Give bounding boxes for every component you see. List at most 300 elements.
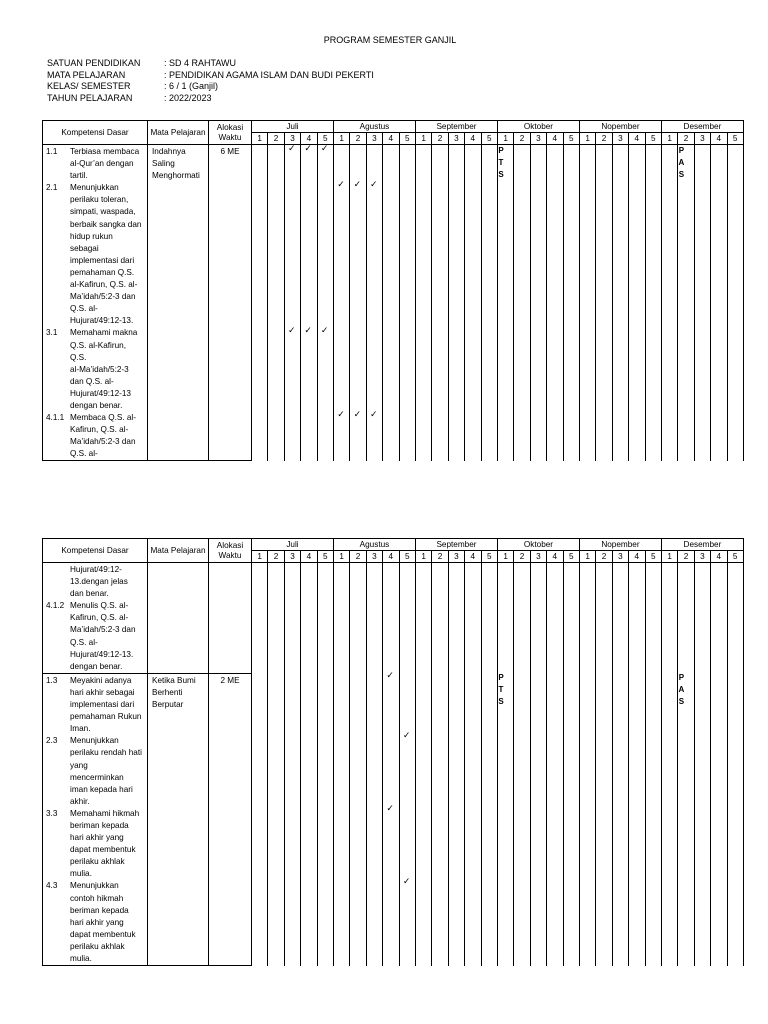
mata-pelajaran-cell — [148, 145, 209, 461]
week-cell — [678, 563, 694, 674]
header-mata-pelajaran: Mata Pelajaran — [148, 121, 209, 145]
kd-text-line: Hujurat/49:12-13. — [70, 649, 134, 659]
kd-text-line: Ma’idah/5:2-3 dan — [70, 292, 136, 302]
week-header-cell: 2 — [514, 133, 530, 145]
week-cell — [399, 563, 415, 674]
info-row-satuan — [47, 58, 374, 70]
kd-text-line: Kafirun, Q.S. al- — [70, 613, 129, 623]
kd-item — [46, 564, 145, 600]
check-mark: ✓ — [320, 143, 329, 153]
week-cell — [579, 563, 595, 674]
kd-text-line: Membaca Q.S. al- — [70, 413, 136, 423]
kd-text-line: Hujurat/49:12-13. — [70, 316, 134, 326]
week-cell — [350, 673, 366, 965]
week-header-cell: 5 — [481, 551, 497, 563]
check-mark: ✓ — [386, 803, 394, 813]
week-header-cell: 3 — [366, 551, 382, 563]
header-month-desember: Desember — [661, 121, 743, 133]
week-cell — [333, 673, 349, 965]
week-cell — [481, 563, 497, 674]
week-cell — [645, 673, 661, 965]
week-cell — [252, 673, 268, 965]
program-table-2 — [42, 538, 744, 966]
kd-item — [46, 600, 145, 673]
kd-text-line: dapat membentuk — [70, 929, 136, 939]
week-cell — [497, 673, 513, 965]
week-cell — [252, 145, 268, 461]
week-header-cell: 3 — [530, 551, 546, 563]
kd-text-line: Menunjukkan — [70, 183, 119, 193]
header-kompetensi-dasar: Kompetensi Dasar — [43, 121, 148, 145]
week-cell — [301, 563, 317, 674]
kd-item — [46, 182, 145, 327]
week-header-cell: 2 — [596, 133, 612, 145]
week-cell — [317, 673, 333, 965]
kd-text-line: Q.S. — [70, 352, 87, 362]
kd-item — [46, 735, 145, 808]
pts-label: P T S — [498, 672, 504, 706]
check-mark: ✓ — [304, 324, 312, 335]
kd-number: 4.3 — [46, 881, 58, 891]
week-header-cell: 1 — [661, 133, 677, 145]
week-header-cell: 5 — [645, 133, 661, 145]
alokasi-waktu-cell: 2 ME — [209, 673, 252, 965]
week-cell — [383, 673, 399, 965]
week-header-cell: 2 — [432, 551, 448, 563]
week-header-cell: 5 — [317, 551, 333, 563]
week-cell — [448, 673, 464, 965]
check-mark: ✓ — [353, 409, 362, 420]
week-cell — [383, 145, 399, 461]
week-header-cell: 1 — [661, 551, 677, 563]
week-cell — [350, 563, 366, 674]
week-cell — [547, 563, 563, 674]
week-cell — [530, 563, 546, 674]
kd-text-line: Menulis Q.S. al- — [70, 601, 129, 611]
info-row-mapel — [47, 70, 374, 82]
kd-text-line: beriman kepada — [70, 905, 129, 915]
week-cell — [694, 563, 710, 674]
week-header-cell: 1 — [333, 133, 349, 145]
week-header-cell: 4 — [711, 551, 727, 563]
week-cell — [579, 673, 595, 965]
week-header-cell: 3 — [284, 551, 300, 563]
week-header-cell: 2 — [350, 133, 366, 145]
mata-pelajaran-line: Berhenti — [152, 687, 183, 697]
kd-text-line: perilaku rendah hati — [70, 748, 142, 758]
week-cell — [727, 145, 743, 461]
week-cell — [596, 673, 612, 965]
week-header-cell: 2 — [678, 551, 694, 563]
week-header-cell: 5 — [645, 551, 661, 563]
week-header-cell: 1 — [579, 551, 595, 563]
mata-pelajaran-line: Menghormati — [152, 171, 200, 181]
info-value: : 6 / 1 (Ganjil) — [164, 81, 219, 91]
mata-pelajaran-cell — [148, 673, 209, 965]
check-mark: ✓ — [370, 179, 378, 190]
kd-text-line: Iman. — [70, 724, 91, 734]
header-month-oktober: Oktober — [497, 121, 579, 133]
mata-pelajaran-cell — [148, 563, 209, 674]
week-cell — [612, 563, 628, 674]
week-cell — [383, 563, 399, 674]
kd-text-line: Ma’idah/5:2-3 dan — [70, 625, 136, 635]
kd-number: 1.3 — [46, 675, 58, 685]
info-label: KELAS/ SEMESTER — [47, 81, 131, 91]
week-header-cell: 4 — [465, 133, 481, 145]
week-cell — [415, 563, 431, 674]
week-cell — [301, 673, 317, 965]
info-row-tahun — [47, 93, 374, 105]
kd-text-line: hari akhir yang — [70, 833, 124, 843]
kd-text-line: simpati, waspada, — [70, 207, 136, 217]
header-month-juli: Juli — [252, 121, 334, 133]
week-cell — [596, 563, 612, 674]
week-header-cell: 1 — [497, 551, 513, 563]
kd-text-line: tartil. — [70, 171, 88, 181]
kd-text-line: akhir. — [70, 796, 90, 806]
week-header-cell: 3 — [284, 133, 300, 145]
kd-text-line: dengan benar. — [70, 400, 123, 410]
school-info — [47, 58, 374, 104]
week-cell — [514, 563, 530, 674]
kd-text-line: pemahaman Q.S. — [70, 267, 135, 277]
kd-text-line: mulia. — [70, 869, 92, 879]
kd-text-line: Hujurat/49:12-13 — [70, 388, 131, 398]
week-cell — [547, 673, 563, 965]
kd-text-line: Memahami hikmah — [70, 808, 140, 818]
kd-text — [70, 808, 145, 881]
page-title: PROGRAM SEMESTER GANJIL — [323, 35, 457, 45]
week-header-cell: 4 — [547, 551, 563, 563]
info-value: : 2022/2023 — [164, 92, 212, 103]
week-header-cell: 3 — [448, 551, 464, 563]
check-mark: ✓ — [288, 143, 296, 153]
week-cell — [497, 563, 513, 674]
kd-text — [70, 600, 145, 673]
header-kompetensi-dasar: Kompetensi Dasar — [43, 539, 148, 563]
week-cell — [661, 145, 677, 461]
kd-text — [70, 327, 145, 412]
kd-text-line: al-Qur’an dengan — [70, 159, 134, 169]
week-cell — [481, 145, 497, 461]
week-cell — [333, 145, 349, 461]
week-cell — [317, 563, 333, 674]
week-cell — [727, 673, 743, 965]
info-value: : PENDIDIKAN AGAMA ISLAM DAN BUDI PEKERTI — [164, 69, 374, 80]
kd-text-line: sebagai — [70, 243, 99, 253]
week-header-cell: 5 — [563, 551, 579, 563]
kd-text-line: al-Kafirun, Q.S. al- — [70, 280, 138, 290]
week-header-cell: 2 — [432, 133, 448, 145]
kd-text-line: yang — [70, 760, 88, 770]
week-header-cell: 2 — [268, 551, 284, 563]
week-header-cell: 2 — [268, 133, 284, 145]
kd-number: 2.1 — [46, 183, 58, 193]
week-cell — [629, 563, 645, 674]
pas-label: P A S — [678, 672, 685, 706]
week-cell — [596, 145, 612, 461]
week-cell — [530, 673, 546, 965]
kd-text-line: hidup rukun — [70, 231, 113, 241]
kd-text-line: implementasi dari — [70, 255, 135, 265]
kd-text-line: hari akhir sebagai — [70, 687, 135, 697]
alokasi-waktu-cell: 6 ME — [209, 145, 252, 461]
week-header-cell: 1 — [252, 133, 268, 145]
kd-number: 4.1.2 — [46, 601, 65, 611]
week-header-cell: 4 — [629, 551, 645, 563]
kd-cell — [43, 673, 148, 965]
kd-text-line: beriman kepada — [70, 820, 129, 830]
kd-text-line: Terbiasa membaca — [70, 147, 140, 156]
kd-text — [70, 182, 145, 327]
week-header-cell: 4 — [711, 133, 727, 145]
week-header-cell: 4 — [383, 551, 399, 563]
week-cell — [448, 563, 464, 674]
mata-pelajaran-line: Saling — [152, 159, 175, 169]
week-cell — [284, 563, 300, 674]
header-month-nopember: Nopember — [579, 539, 661, 551]
week-cell — [301, 145, 317, 461]
week-cell — [711, 673, 727, 965]
week-cell — [366, 673, 382, 965]
week-cell — [350, 145, 366, 461]
week-cell — [727, 563, 743, 674]
check-mark: ✓ — [337, 179, 345, 190]
week-cell — [252, 563, 268, 674]
kd-text-line: dapat membentuk — [70, 845, 136, 855]
kd-text-line: Q.S. al- — [70, 637, 98, 647]
kd-text-line: Memahami makna — [70, 328, 138, 338]
week-header-cell: 4 — [629, 133, 645, 145]
check-mark: ✓ — [337, 409, 345, 420]
kd-text-line: Menunjukkan — [70, 736, 119, 746]
check-mark: ✓ — [402, 730, 411, 741]
kd-text-line: iman kepada hari — [70, 784, 133, 794]
week-cell — [661, 673, 677, 965]
kd-text-line: Q.S. al- — [70, 449, 98, 459]
kd-text-line: al-Ma’idah/5:2-3 — [70, 364, 129, 374]
week-cell — [678, 145, 694, 461]
week-cell — [678, 673, 694, 965]
week-header-cell: 4 — [465, 551, 481, 563]
week-cell — [711, 563, 727, 674]
kd-item — [46, 808, 145, 881]
header-alokasi-waktu: Alokasi Waktu — [209, 121, 252, 145]
kd-text-line: Menunjukkan — [70, 881, 119, 891]
check-mark: ✓ — [353, 179, 362, 190]
week-cell — [530, 145, 546, 461]
kd-text-line: dan benar. — [70, 589, 109, 599]
header-month-september: September — [415, 121, 497, 133]
week-cell — [399, 145, 415, 461]
kd-number: 3.1 — [46, 328, 58, 338]
week-cell — [694, 673, 710, 965]
week-cell — [563, 563, 579, 674]
kd-text — [70, 735, 145, 808]
week-cell — [448, 145, 464, 461]
week-cell — [694, 145, 710, 461]
week-cell — [284, 673, 300, 965]
week-cell — [612, 145, 628, 461]
week-cell — [268, 145, 284, 461]
week-cell — [645, 145, 661, 461]
week-header-cell: 3 — [694, 133, 710, 145]
kd-text — [70, 146, 145, 182]
week-header-cell: 4 — [301, 133, 317, 145]
week-header-cell: 1 — [252, 551, 268, 563]
week-cell — [268, 563, 284, 674]
mata-pelajaran-line: Indahnya — [152, 147, 186, 156]
week-header-cell: 2 — [678, 133, 694, 145]
kd-text-line: Meyakini adanya — [70, 675, 132, 685]
kd-text — [70, 880, 145, 965]
week-header-cell: 3 — [448, 133, 464, 145]
week-cell — [481, 673, 497, 965]
header-month-nopember: Nopember — [579, 121, 661, 133]
check-mark: ✓ — [402, 875, 411, 886]
kd-text-line: contoh hikmah — [70, 893, 124, 903]
kd-number: 4.1.1 — [46, 413, 65, 423]
pas-label: P A S — [678, 146, 685, 179]
week-cell — [645, 563, 661, 674]
kd-cell — [43, 563, 148, 674]
info-label: SATUAN PENDIDIKAN — [47, 58, 141, 68]
week-cell — [268, 673, 284, 965]
check-mark: ✓ — [288, 324, 296, 335]
check-mark: ✓ — [370, 409, 378, 420]
header-month-agustus: Agustus — [333, 539, 415, 551]
kd-text — [70, 675, 145, 735]
info-label: MATA PELAJARAN — [47, 69, 126, 80]
week-cell — [579, 145, 595, 461]
week-header-cell: 2 — [596, 551, 612, 563]
kd-text — [70, 412, 145, 460]
check-mark: ✓ — [320, 324, 329, 335]
week-cell — [563, 145, 579, 461]
header-month-september: September — [415, 539, 497, 551]
week-header-cell: 5 — [399, 133, 415, 145]
kd-number: 1.1 — [46, 147, 58, 156]
kd-text-line: dengan benar. — [70, 661, 123, 671]
week-header-cell: 5 — [399, 551, 415, 563]
week-cell — [366, 563, 382, 674]
week-cell — [432, 145, 448, 461]
week-cell — [629, 145, 645, 461]
week-header-cell: 3 — [694, 551, 710, 563]
week-cell — [612, 673, 628, 965]
kd-item — [46, 327, 145, 412]
kd-text-line: pemahaman Rukun — [70, 712, 142, 722]
kd-text-line: 13.dengan jelas — [70, 577, 128, 587]
header-alokasi-waktu: Alokasi Waktu — [209, 539, 252, 563]
kd-number: 3.3 — [46, 808, 58, 818]
week-header-cell: 3 — [612, 133, 628, 145]
kd-text-line: dan Q.S. al- — [70, 376, 114, 386]
week-cell — [514, 673, 530, 965]
week-cell — [317, 145, 333, 461]
kd-text-line: Q.S. al- — [70, 304, 98, 314]
mata-pelajaran-line: Ketika Bumi — [152, 675, 196, 685]
header-mata-pelajaran: Mata Pelajaran — [148, 539, 209, 563]
week-header-cell: 4 — [383, 133, 399, 145]
kd-text-line: Q.S. al-Kafirun, — [70, 340, 126, 350]
week-cell — [465, 563, 481, 674]
kd-item — [46, 146, 145, 182]
week-cell — [432, 563, 448, 674]
kd-text-line: mulia. — [70, 954, 92, 963]
kd-text-line: perilaku akhlak — [70, 857, 125, 867]
week-header-cell: 5 — [727, 551, 743, 563]
check-mark: ✓ — [304, 143, 312, 153]
week-header-cell: 5 — [481, 133, 497, 145]
alokasi-waktu-cell — [209, 563, 252, 674]
week-header-cell: 2 — [514, 551, 530, 563]
week-header-cell: 3 — [530, 133, 546, 145]
info-row-kelas — [47, 81, 374, 93]
week-header-cell: 1 — [497, 133, 513, 145]
check-mark: ✓ — [386, 669, 394, 680]
program-table-1 — [42, 120, 744, 461]
week-cell — [366, 145, 382, 461]
week-cell — [711, 145, 727, 461]
kd-text-line: mencerminkan — [70, 772, 124, 782]
kd-text-line: hari akhir yang — [70, 917, 124, 927]
week-cell — [563, 673, 579, 965]
info-label: TAHUN PELAJARAN — [47, 92, 133, 103]
week-header-cell: 2 — [350, 551, 366, 563]
week-header-cell: 4 — [301, 551, 317, 563]
week-header-cell: 1 — [333, 551, 349, 563]
week-header-cell: 4 — [547, 133, 563, 145]
week-cell — [415, 673, 431, 965]
week-header-cell: 5 — [317, 133, 333, 145]
week-header-cell: 1 — [579, 133, 595, 145]
kd-text-line: Kafirun, Q.S. al- — [70, 425, 129, 435]
kd-text-line: perilaku toleran, — [70, 195, 129, 205]
week-header-cell: 1 — [415, 133, 431, 145]
kd-text-line: Ma’idah/5:2-3 dan — [70, 437, 136, 447]
week-header-cell: 3 — [612, 551, 628, 563]
kd-text-line: implementasi dari — [70, 700, 135, 710]
kd-item — [46, 880, 145, 965]
mata-pelajaran-line: Berputar — [152, 700, 184, 710]
week-cell — [465, 145, 481, 461]
week-cell — [514, 145, 530, 461]
week-cell — [399, 673, 415, 965]
kd-text — [70, 564, 145, 600]
kd-number: 2.3 — [46, 736, 58, 746]
kd-cell — [43, 145, 148, 461]
header-month-desember: Desember — [661, 539, 743, 551]
week-cell — [547, 145, 563, 461]
header-month-juli: Juli — [252, 539, 334, 551]
kd-item — [46, 675, 145, 735]
week-header-cell: 1 — [415, 551, 431, 563]
kd-text-line: perilaku akhlak — [70, 941, 125, 951]
info-value: : SD 4 RAHTAWU — [164, 58, 237, 68]
week-cell — [284, 145, 300, 461]
kd-number — [46, 564, 70, 600]
kd-text-line: Hujurat/49:12- — [70, 565, 122, 574]
week-header-cell: 5 — [727, 133, 743, 145]
pts-label: P T S — [498, 146, 504, 179]
week-cell — [333, 563, 349, 674]
week-cell — [432, 673, 448, 965]
week-header-cell: 3 — [366, 133, 382, 145]
week-cell — [465, 673, 481, 965]
kd-text-line: berbaik sangka dan — [70, 219, 142, 229]
